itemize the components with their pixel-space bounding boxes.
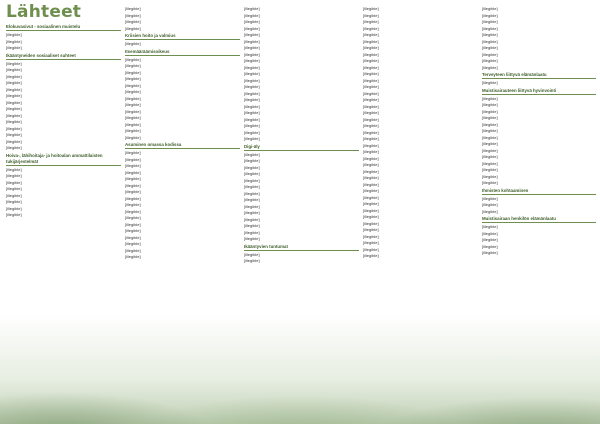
reference-entry: [illegible] <box>363 97 379 102</box>
reference-entry: [illegible] <box>244 197 260 202</box>
section-heading: Muistisairaan henkilön elämänlaatu <box>482 216 596 223</box>
reference-entry: [illegible] <box>6 138 22 144</box>
reference-entry: [illegible] <box>482 121 498 127</box>
reference-entry: [illegible] <box>482 64 498 70</box>
reference-entry: [illegible] <box>6 112 22 118</box>
reference-entry: [illegible] <box>244 171 260 176</box>
reference-entry: [illegible] <box>363 110 379 115</box>
reference-entry: [illegible] <box>125 108 141 114</box>
reference-entry: [illegible] <box>482 115 498 120</box>
reference-entry: [illegible] <box>6 45 22 50</box>
reference-entry: [illegible] <box>482 32 498 37</box>
section-heading: Hoiva-, lähihoitaja- ja hoitoalan ammattilaisten tukijärjestelmät <box>6 153 121 166</box>
reference-entry: [illegible] <box>125 76 141 81</box>
reference-column-3 <box>244 6 359 418</box>
reference-entry: [illegible] <box>482 45 498 50</box>
reference-entry: [illegible] <box>6 179 22 185</box>
reference-entry: [illegible] <box>125 41 141 46</box>
reference-entry: [illegible] <box>244 177 260 183</box>
reference-entry: [illegible] <box>244 84 260 89</box>
reference-entry: [illegible] <box>244 19 260 24</box>
reference-entry: [illegible] <box>6 145 22 150</box>
reference-entry: [illegible] <box>482 208 498 214</box>
reference-entry: [illegible] <box>125 19 141 24</box>
reference-entry: [illegible] <box>482 102 498 107</box>
reference-entry: [illegible] <box>363 90 379 96</box>
reference-entry: [illegible] <box>363 84 379 89</box>
reference-entry: [illegible] <box>125 12 141 18</box>
section-heading: Ikääntyvien tuntumat <box>244 244 359 251</box>
section-heading: Itsemääräämisoikeus <box>125 49 240 56</box>
reference-entry: [illegible] <box>6 125 22 131</box>
reference-entry: [illegible] <box>363 168 379 174</box>
reference-entry: [illegible] <box>6 205 22 211</box>
reference-entry: [illegible] <box>125 69 141 75</box>
reference-entry: [illegible] <box>6 186 22 191</box>
reference-entry: [illegible] <box>482 58 498 63</box>
reference-entry: [illegible] <box>482 230 498 236</box>
reference-entry: [illegible] <box>363 103 379 109</box>
section-heading: Terveyteen liittyvä elämänlaatu <box>482 72 596 79</box>
reference-entry: [illegible] <box>482 25 498 31</box>
reference-entry: [illegible] <box>363 233 379 239</box>
section-heading: Asuminen omassa kodissa <box>125 142 240 149</box>
reference-entry: [illegible] <box>244 6 260 11</box>
section-heading: Ihmisten kohtaaminen <box>482 188 596 195</box>
reference-entry: [illegible] <box>363 240 379 245</box>
reference-entry: [illegible] <box>363 64 379 70</box>
reference-entry: [illegible] <box>363 136 379 141</box>
reference-entry: [illegible] <box>244 203 260 209</box>
reference-column-4 <box>363 6 478 418</box>
reference-entry: [illegible] <box>482 134 498 140</box>
reference-entry: [illegible] <box>363 6 379 11</box>
reference-entry: [illegible] <box>363 175 379 180</box>
reference-entry: [illegible] <box>125 215 141 220</box>
reference-entry: [illegible] <box>125 156 141 162</box>
reference-entry: [illegible] <box>244 190 260 196</box>
reference-entry: [illegible] <box>244 216 260 222</box>
reference-entry: [illegible] <box>482 250 498 255</box>
reference-entry: [illegible] <box>244 90 260 96</box>
reference-entry: [illegible] <box>125 247 141 253</box>
reference-entry: [illegible] <box>125 202 141 207</box>
reference-entry: [illegible] <box>244 116 260 122</box>
reference-entry: [illegible] <box>363 253 379 258</box>
page-title: Lähteet <box>6 2 82 22</box>
reference-entry: [illegible] <box>482 108 498 114</box>
reference-entry: [illegible] <box>244 45 260 50</box>
reference-entry: [illegible] <box>125 102 141 107</box>
reference-entry: [illegible] <box>482 12 498 18</box>
reference-entry: [illegible] <box>6 60 22 66</box>
reference-entry: [illegible] <box>125 128 141 133</box>
reference-entry: [illegible] <box>363 45 379 50</box>
reference-entry: [illegible] <box>244 64 260 70</box>
reference-entry: [illegible] <box>244 51 260 57</box>
reference-entry: [illegible] <box>244 164 260 170</box>
reference-entry: [illegible] <box>125 95 141 101</box>
reference-entry: [illegible] <box>482 80 498 85</box>
reference-entry: [illegible] <box>244 136 260 141</box>
reference-entry: [illegible] <box>244 32 260 37</box>
reference-entry: [illegible] <box>244 25 260 31</box>
reference-entry: [illegible] <box>363 181 379 187</box>
reference-entry: [illegible] <box>6 67 22 72</box>
reference-entry: [illegible] <box>125 134 141 140</box>
reference-entry: [illegible] <box>244 103 260 109</box>
reference-entry: [illegible] <box>244 223 260 228</box>
reference-entry: [illegible] <box>125 189 141 194</box>
reference-entry: [illegible] <box>244 151 260 157</box>
reference-entry: [illegible] <box>125 182 141 188</box>
section-heading: Ikääntyneiden sosiaaliset suhteet <box>6 53 121 60</box>
section-heading: Digi-äly <box>244 144 359 151</box>
reference-entry: [illegible] <box>363 71 379 76</box>
reference-entry: [illegible] <box>6 106 22 111</box>
reference-entry: [illegible] <box>363 207 379 213</box>
reference-entry: [illegible] <box>6 73 22 79</box>
reference-entry: [illegible] <box>482 167 498 172</box>
reference-column-5 <box>482 6 596 418</box>
reference-entry: [illegible] <box>482 180 498 185</box>
reference-entry: [illegible] <box>6 132 22 137</box>
reference-entry: [illegible] <box>125 89 141 94</box>
reference-entry: [illegible] <box>125 234 141 240</box>
reference-entry: [illegible] <box>363 227 379 232</box>
reference-entry: [illegible] <box>363 32 379 37</box>
reference-entry: [illegible] <box>482 160 498 166</box>
reference-entry: [illegible] <box>125 221 141 227</box>
reference-entry: [illegible] <box>482 95 498 101</box>
reference-column-2 <box>125 6 240 418</box>
reference-entry: [illegible] <box>6 173 22 178</box>
reference-entry: [illegible] <box>482 128 498 133</box>
reference-entry: [illegible] <box>363 201 379 206</box>
reference-entry: [illegible] <box>6 32 22 37</box>
reference-entry: [illegible] <box>244 12 260 18</box>
reference-entry: [illegible] <box>244 123 260 128</box>
reference-entry: [illegible] <box>244 251 260 257</box>
reference-entry: [illegible] <box>244 129 260 135</box>
reference-entry: [illegible] <box>125 150 141 155</box>
reference-entry: [illegible] <box>6 199 22 204</box>
reference-entry: [illegible] <box>125 115 141 120</box>
section-heading: Kriisien hoito ja valmius <box>125 33 240 40</box>
reference-entry: [illegible] <box>125 195 141 201</box>
reference-entry: [illegible] <box>6 212 22 217</box>
reference-entry: [illegible] <box>244 210 260 215</box>
reference-entry: [illegible] <box>6 99 22 105</box>
reference-entry: [illegible] <box>363 188 379 193</box>
reference-entry: [illegible] <box>482 237 498 242</box>
reference-entry: [illegible] <box>125 163 141 168</box>
reference-entry: [illegible] <box>244 97 260 102</box>
reference-entry: [illegible] <box>6 93 22 98</box>
reference-entry: [illegible] <box>125 82 141 88</box>
reference-entry: [illegible] <box>482 147 498 153</box>
reference-entry: [illegible] <box>363 129 379 135</box>
section-heading: Elokuvasivut - sosiaalinen muistelu <box>6 24 121 31</box>
reference-entry: [illegible] <box>125 6 141 11</box>
reference-entry: [illegible] <box>363 142 379 148</box>
reference-entry: [illegible] <box>244 71 260 76</box>
reference-entry: [illegible] <box>6 119 22 124</box>
reference-entry: [illegible] <box>244 184 260 189</box>
reference-entry: [illegible] <box>244 158 260 163</box>
reference-entry: [illegible] <box>244 236 260 241</box>
reference-entry: [illegible] <box>363 12 379 18</box>
reference-entry: [illegible] <box>482 202 498 207</box>
reference-entry: [illegible] <box>244 258 260 263</box>
reference-entry: [illegible] <box>125 63 141 68</box>
reference-entry: [illegible] <box>482 173 498 179</box>
reference-entry: [illegible] <box>125 208 141 214</box>
reference-entry: [illegible] <box>125 228 141 233</box>
reference-entry: [illegible] <box>244 38 260 44</box>
reference-entry: [illegible] <box>482 141 498 146</box>
reference-entry: [illegible] <box>482 195 498 201</box>
reference-entry: [illegible] <box>125 25 141 31</box>
reference-entry: [illegible] <box>6 192 22 198</box>
reference-entry: [illegible] <box>363 220 379 226</box>
reference-entry: [illegible] <box>6 86 22 92</box>
reference-entry: [illegible] <box>363 123 379 128</box>
reference-entry: [illegible] <box>482 154 498 159</box>
section-heading: Muistisairauteen liittyvä hyvinvointi <box>482 88 596 95</box>
reference-entry: [illegible] <box>482 38 498 44</box>
reference-entry: [illegible] <box>363 19 379 24</box>
reference-entry: [illegible] <box>125 56 141 62</box>
reference-entry: [illegible] <box>363 38 379 44</box>
reference-entry: [illegible] <box>482 243 498 249</box>
reference-entry: [illegible] <box>363 194 379 200</box>
reference-entry: [illegible] <box>363 155 379 161</box>
reference-entry: [illegible] <box>363 51 379 57</box>
reference-entry: [illegible] <box>125 176 141 181</box>
reference-entry: [illegible] <box>363 246 379 252</box>
reference-entry: [illegible] <box>363 214 379 219</box>
reference-entry: [illegible] <box>244 58 260 63</box>
reference-entry: [illegible] <box>6 80 22 85</box>
reference-column-1 <box>6 22 121 418</box>
reference-entry: [illegible] <box>363 162 379 167</box>
reference-entry: [illegible] <box>482 224 498 229</box>
reference-entry: [illegible] <box>363 25 379 31</box>
reference-entry: [illegible] <box>244 110 260 115</box>
reference-entry: [illegible] <box>244 229 260 235</box>
reference-entry: [illegible] <box>125 121 141 127</box>
reference-entry: [illegible] <box>244 77 260 83</box>
reference-entry: [illegible] <box>125 254 141 259</box>
reference-entry: [illegible] <box>363 149 379 154</box>
reference-entry: [illegible] <box>482 6 498 11</box>
reference-entry: [illegible] <box>125 241 141 246</box>
reference-entry: [illegible] <box>363 116 379 122</box>
reference-entry: [illegible] <box>482 51 498 57</box>
reference-entry: [illegible] <box>6 38 22 44</box>
reference-entry: [illegible] <box>363 77 379 83</box>
reference-entry: [illegible] <box>6 166 22 172</box>
reference-entry: [illegible] <box>363 58 379 63</box>
reference-entry: [illegible] <box>125 169 141 175</box>
reference-entry: [illegible] <box>482 19 498 24</box>
